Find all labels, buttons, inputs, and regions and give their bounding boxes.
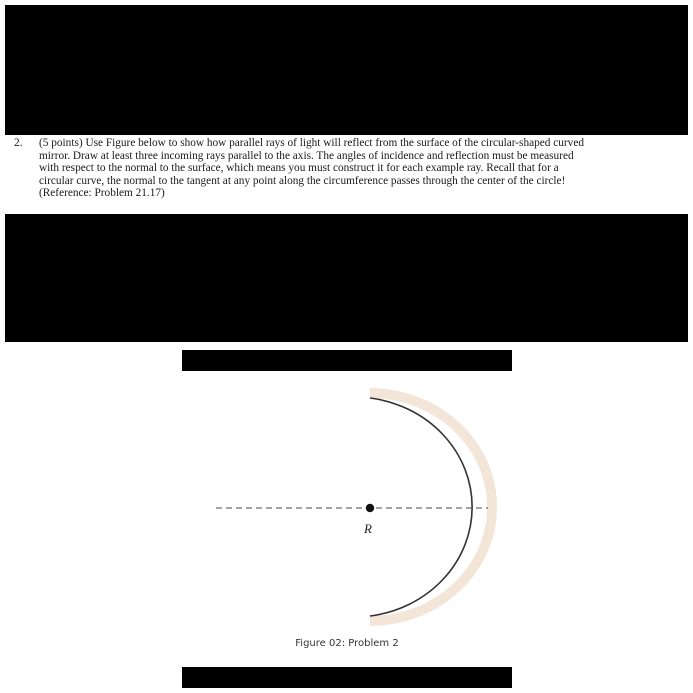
redaction-block-top — [5, 5, 688, 135]
mirror-figure — [182, 371, 512, 667]
problem-line: (Reference: Problem 21.17) — [39, 187, 165, 200]
center-label: R — [364, 521, 372, 536]
problem-line: (5 points) Use Figure below to show how parallel rays of light will reflect from the surface of the circular-shaped curved — [39, 137, 584, 149]
problem-text — [39, 137, 682, 200]
figure-caption: Figure 02: Problem 2 — [295, 638, 399, 649]
redaction-block-bottom — [182, 667, 512, 688]
redaction-block-middle — [5, 214, 688, 342]
center-point — [366, 504, 374, 512]
problem-statement — [14, 137, 682, 200]
mirror-backing — [370, 393, 492, 621]
problem-line: with respect to the normal to the surface, which means you must construct it for each example ray. Recall that for a — [39, 162, 559, 175]
problem-number: 2. — [14, 137, 23, 149]
problem-line: mirror. Draw at least three incoming rays parallel to the axis. The angles of incidence and reflection must be measured — [39, 149, 574, 162]
problem-line: circular curve, the normal to the tangent at any point along the circumference passes through the center of the circle! — [39, 174, 566, 187]
redaction-block-figure-header — [182, 350, 512, 371]
